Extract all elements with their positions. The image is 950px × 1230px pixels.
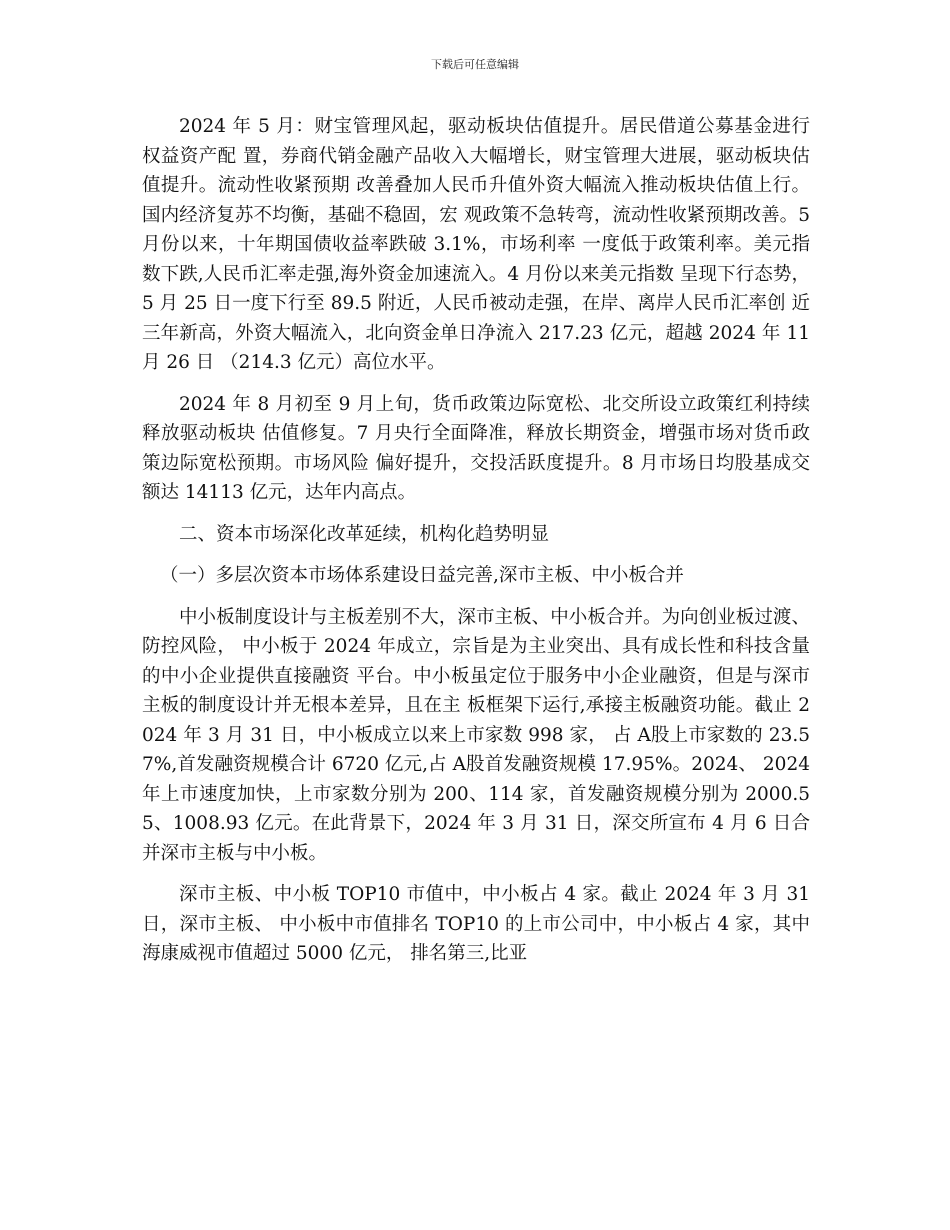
paragraph: 中小板制度设计与主板差别不大，深市主板、中小板合并。为向创业板过渡、防控风险， 中小板于 2024 年成立，宗旨是为主业突出、具有成长性和科技含量的中小企业提供直接融资 平台。中小板虽定位于服务中小企业融资，但是与深市主板的制度设计并无根本差异，且在主 板框架下运行,承接主板融资功能。截止 2024 年 3 月 31 日，中小板成立以来上市家数 998 家， 占 A股上市家数的 23.57%,首发融资规模合计 6720 亿元,占 A股首发融资规模 17.95%。2024、 2024 年上市速度加快，上市家数分别为 200、114 家，首发融资规模分别为 2000.55、1008.93 亿元。在此背景下，2024 年 3 月 31 日，深交所宣布 4 月 6 日合并深市主板与中小板。 bbox=[142, 606, 810, 864]
paragraph: 2024 年 8 月初至 9 月上旬，货币政策边际宽松、北交所设立政策红利持续释放驱动板块 估值修复。7 月央行全面降准，释放长期资金，增强市场对货币政策边际宽松预期。市场风险 偏好提升，交投活跃度提升。8 月市场日均股基成交额达 14113 亿元，达年内高点。 bbox=[142, 393, 810, 503]
paragraph: 2024 年 5 月：财宝管理风起，驱动板块估值提升。居民借道公募基金进行权益资产配 置，券商代销金融产品收入大幅增长，财宝管理大进展，驱动板块估值提升。流动性收紧预期 改善叠加人民币升值外资大幅流入推动板块估值上行。国内经济复苏不均衡，基础不稳固，宏 观政策不急转弯，流动性收紧预期改善。5 月份以来，十年期国债收益率跌破 3.1%，市场利率 一度低于政策利率。美元指数下跌,人民币汇率走强,海外资金加速流入。4 月份以来美元指数 呈现下行态势，5 月 25 日一度下行至 89.5 附近，人民币被动走强，在岸、离岸人民币汇率创 近三年新高，外资大幅流入，北向资金单日净流入 217.23 亿元，超越 2024 年 11 月 26 日 （214.3 亿元）高位水平。 bbox=[142, 116, 810, 373]
paragraph: 深市主板、中小板 TOP10 市值中，中小板占 4 家。截止 2024 年 3 月 31 日，深市主板、 中小板中市值排名 TOP10 的上市公司中，中小板占 4 家，其中海康威视市值超过 5000 亿元， 排名第三,比亚 bbox=[142, 884, 810, 964]
document-body bbox=[142, 112, 810, 981]
section-heading: 二、资本市场深化改革延续，机构化趋势明显 bbox=[179, 523, 550, 545]
page-header: 下载后可任意编辑 bbox=[431, 58, 519, 71]
subsection-heading: （一）多层次资本市场体系建设日益完善,深市主板、中小板合并 bbox=[160, 565, 684, 586]
